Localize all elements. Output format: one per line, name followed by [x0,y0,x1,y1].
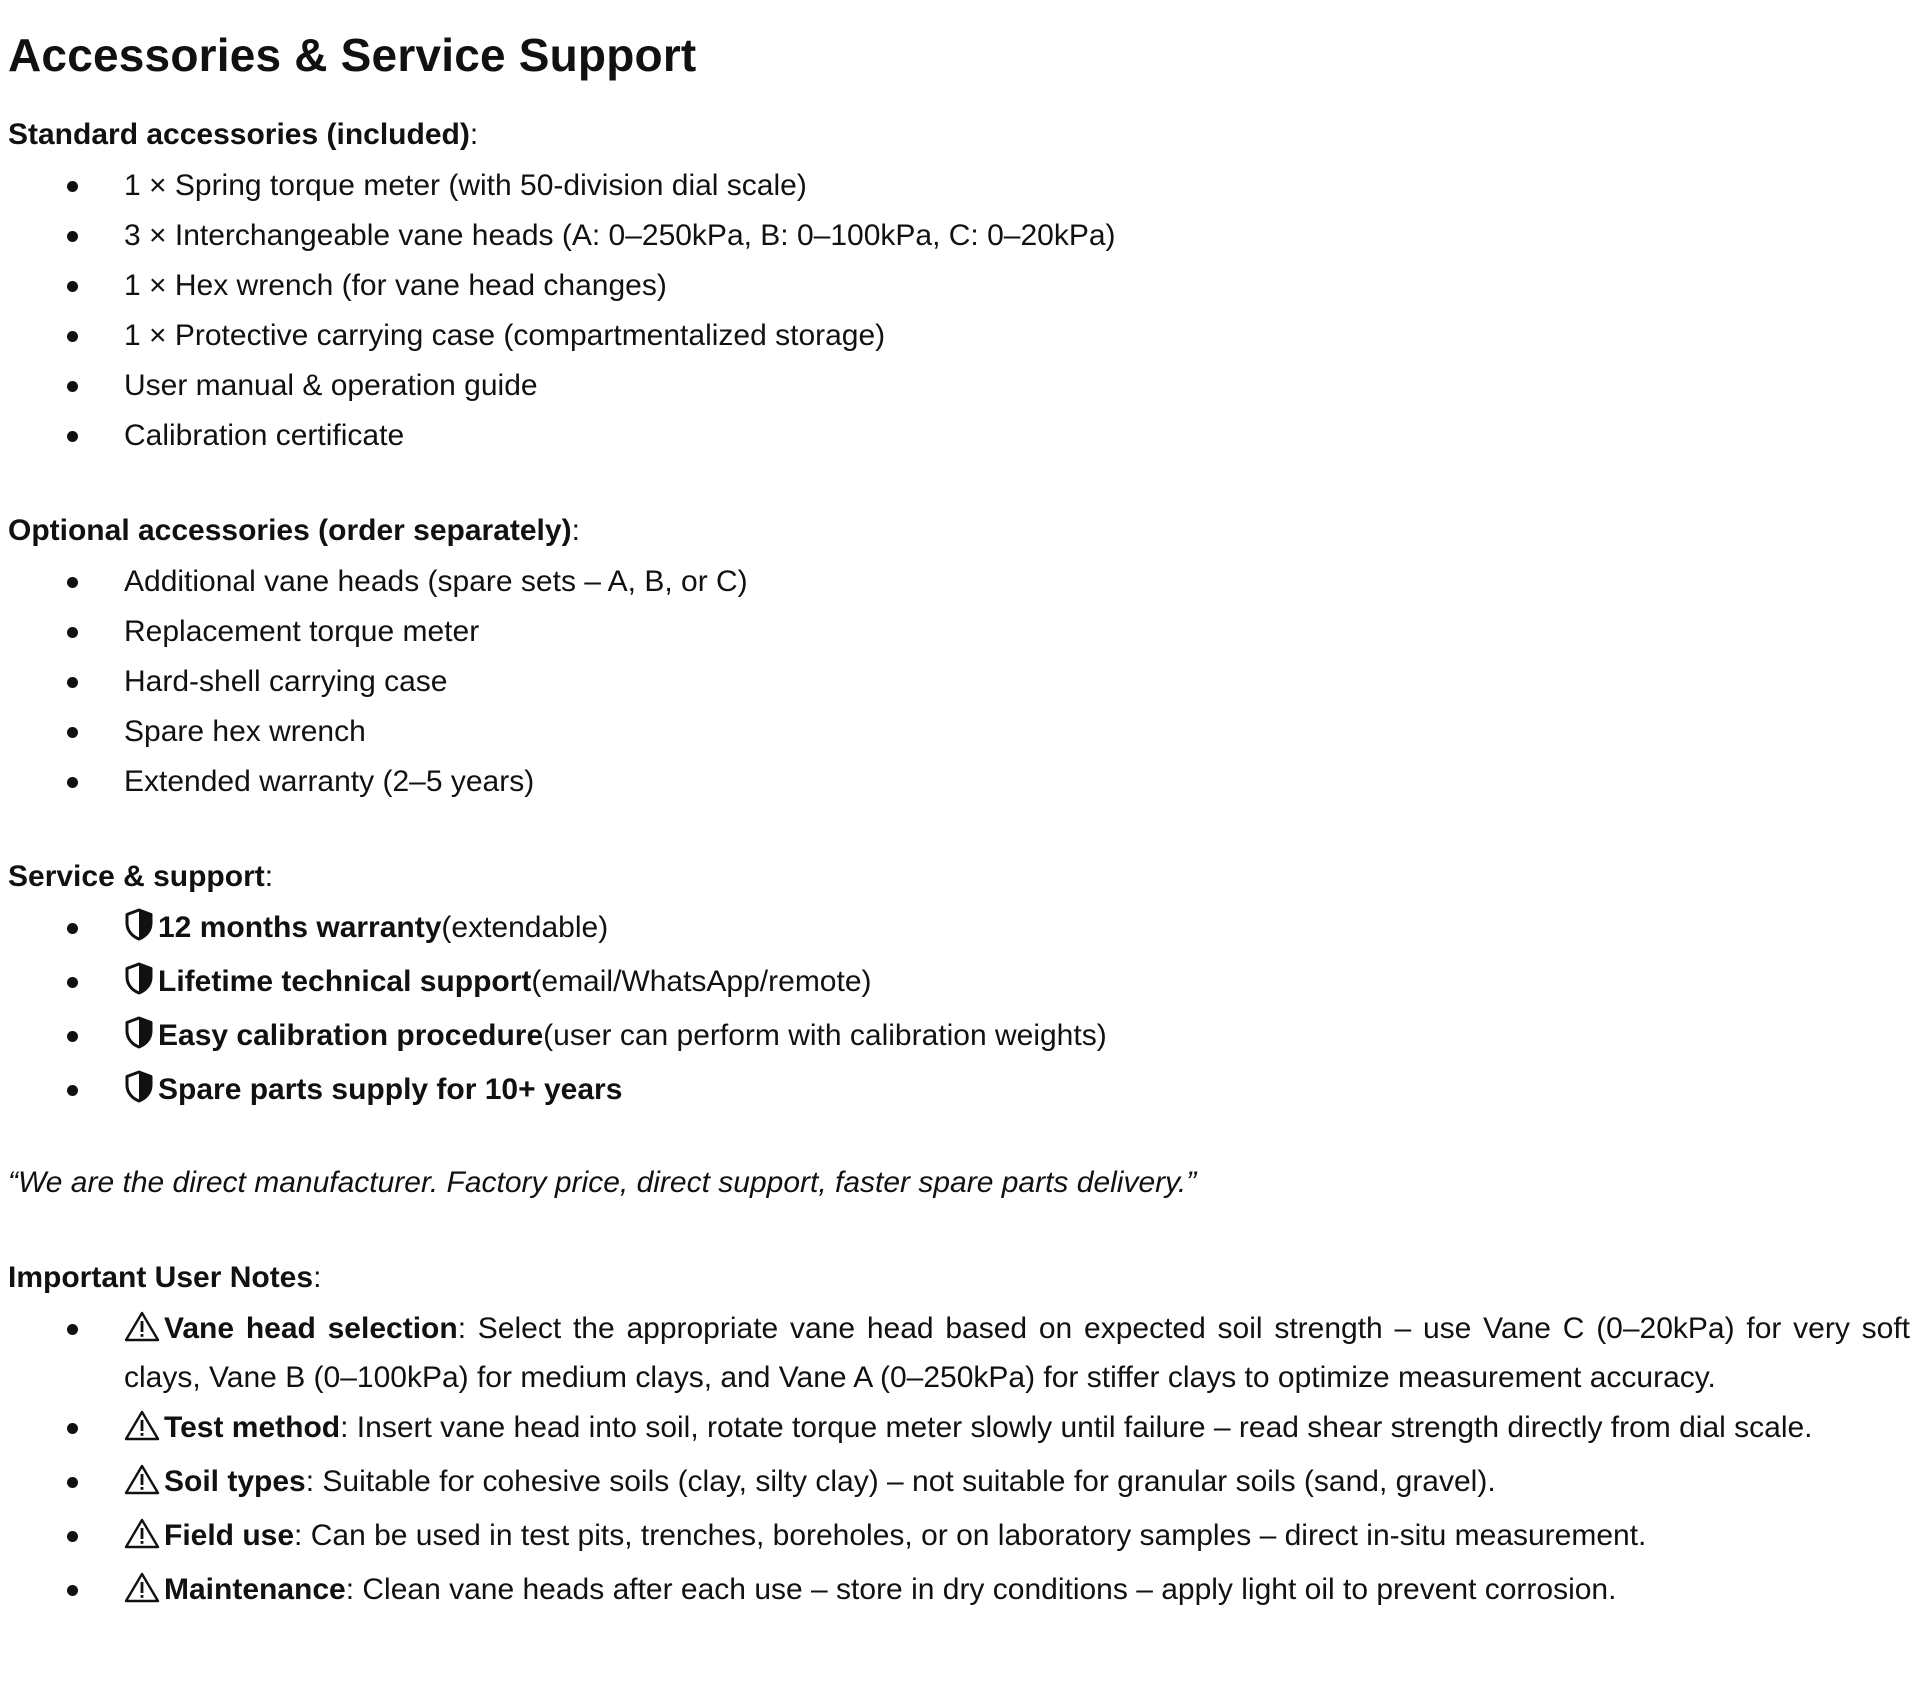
list-item [8,1459,1910,1508]
warning-icon [124,1517,160,1562]
bullet-icon [67,1031,78,1042]
bullet-icon [67,1423,78,1434]
list-item-text: (user can perform with calibration weights) [543,1019,1107,1052]
service-support-section [8,854,1910,1116]
list-item-text: : Select the appropriate vane head based on expected soil strength – use Vane C (0–20kPa) for very soft clays, Vane B (0–100kPa) for medium clays, and Vane A (0–250kPa) for stiffer clays to optimize measurement accuracy. [124,1312,1910,1394]
standard-accessories-section [8,112,1910,458]
bullet-icon [67,431,78,442]
list-item-text: : Clean vane heads after each use – store in dry conditions – apply light oil to prevent corrosion. [345,1573,1617,1606]
list-item [8,1405,1910,1454]
list-item-text: 3 × Interchangeable vane heads (A: 0–250kPa, B: 0–100kPa, C: 0–20kPa) [124,219,1116,252]
list-item [8,759,1910,804]
list-item [8,659,1910,704]
heading-colon: : [264,860,274,893]
list-item-text: Hard-shell carrying case [124,665,448,698]
bullet-icon [67,1531,78,1542]
bullet-icon [67,1585,78,1596]
shield-icon [124,1016,154,1062]
manufacturer-quote: “We are the direct manufacturer. Factory price, direct support, faster spare parts delivery.” [8,1166,1197,1199]
user-notes-heading-text: Important User Notes [8,1261,314,1294]
list-item-bold-text: Lifetime technical support [158,965,532,998]
optional-accessories-heading-text: Optional accessories (order separately) [8,514,572,547]
list-item-bold-text: Maintenance [164,1573,346,1606]
bullet-icon [67,1324,78,1335]
list-item-bold-text: Vane head selection [164,1312,458,1345]
list-item [8,263,1910,308]
standard-accessories-list [8,163,1910,458]
list-item-bold-text: Test method [164,1411,341,1444]
list-item [8,1067,1910,1116]
list-item [8,1013,1910,1062]
list-item-text: : Insert vane head into soil, rotate torque meter slowly until failure – read shear strength directly from dial scale. [340,1411,1813,1444]
heading-colon: : [469,118,479,151]
list-item-text: Additional vane heads (spare sets – A, B, or C) [124,565,748,598]
bullet-icon [67,923,78,934]
shield-icon [124,1070,154,1116]
list-item-text: : Suitable for cohesive soils (clay, silty clay) – not suitable for granular soils (sand, gravel). [305,1465,1496,1498]
bullet-icon [67,627,78,638]
bullet-icon [67,1085,78,1096]
list-item-bold-text: Soil types [164,1465,306,1498]
bullet-icon [67,1477,78,1488]
list-item-text: Extended warranty (2–5 years) [124,765,535,798]
list-item [8,163,1910,208]
bullet-icon [67,231,78,242]
list-item-bold-text: Spare parts supply for 10+ years [158,1073,623,1106]
service-support-heading [8,854,1910,899]
service-support-heading-text: Service & support [8,860,265,893]
list-item [8,609,1910,654]
list-item [8,709,1910,754]
list-item [8,1567,1910,1616]
heading-colon: : [571,514,580,547]
warning-icon [124,1310,160,1355]
bullet-icon [67,777,78,788]
optional-accessories-heading [8,508,1910,553]
list-item-text: 1 × Protective carrying case (compartmentalized storage) [124,319,886,352]
bullet-icon [67,977,78,988]
list-item-text: Spare hex wrench [124,715,366,748]
service-support-list [8,905,1910,1116]
bullet-icon [67,181,78,192]
list-item-text: 1 × Spring torque meter (with 50-division dial scale) [124,169,807,202]
list-item [8,959,1910,1008]
list-item-text: User manual & operation guide [124,369,538,402]
warning-icon [124,1463,160,1508]
list-item-text: : Can be used in test pits, trenches, boreholes, or on laboratory samples – direct in-situ measurement. [294,1519,1647,1552]
list-item [8,905,1910,954]
list-item-text: Replacement torque meter [124,615,480,648]
optional-accessories-list [8,559,1910,804]
list-item [8,1513,1910,1562]
shield-icon [124,962,154,1008]
list-item [8,1306,1910,1400]
list-item-bold-text: Easy calibration procedure [158,1019,544,1052]
heading-colon: : [313,1261,322,1294]
list-item-bold-text: 12 months warranty [158,911,442,944]
list-item [8,313,1910,358]
user-notes-section [8,1255,1910,1616]
page-title: Accessories & Service Support [8,29,697,81]
warning-icon [124,1571,160,1616]
list-item [8,213,1910,258]
optional-accessories-section [8,508,1910,804]
warning-icon [124,1409,160,1454]
list-item-bold-text: Field use [164,1519,295,1552]
bullet-icon [67,281,78,292]
list-item-text: (extendable) [441,911,609,944]
list-item-text: 1 × Hex wrench (for vane head changes) [124,269,667,302]
list-item [8,413,1910,458]
list-item-text: (email/WhatsApp/remote) [531,965,872,998]
bullet-icon [67,727,78,738]
shield-icon [124,908,154,954]
user-notes-heading [8,1255,1910,1300]
list-item [8,559,1910,604]
list-item-text: Calibration certificate [124,419,405,452]
list-item [8,363,1910,408]
standard-accessories-heading-text: Standard accessories (included) [8,118,470,151]
user-notes-list [8,1306,1910,1616]
bullet-icon [67,577,78,588]
bullet-icon [67,677,78,688]
bullet-icon [67,381,78,392]
bullet-icon [67,331,78,342]
standard-accessories-heading [8,112,1910,157]
